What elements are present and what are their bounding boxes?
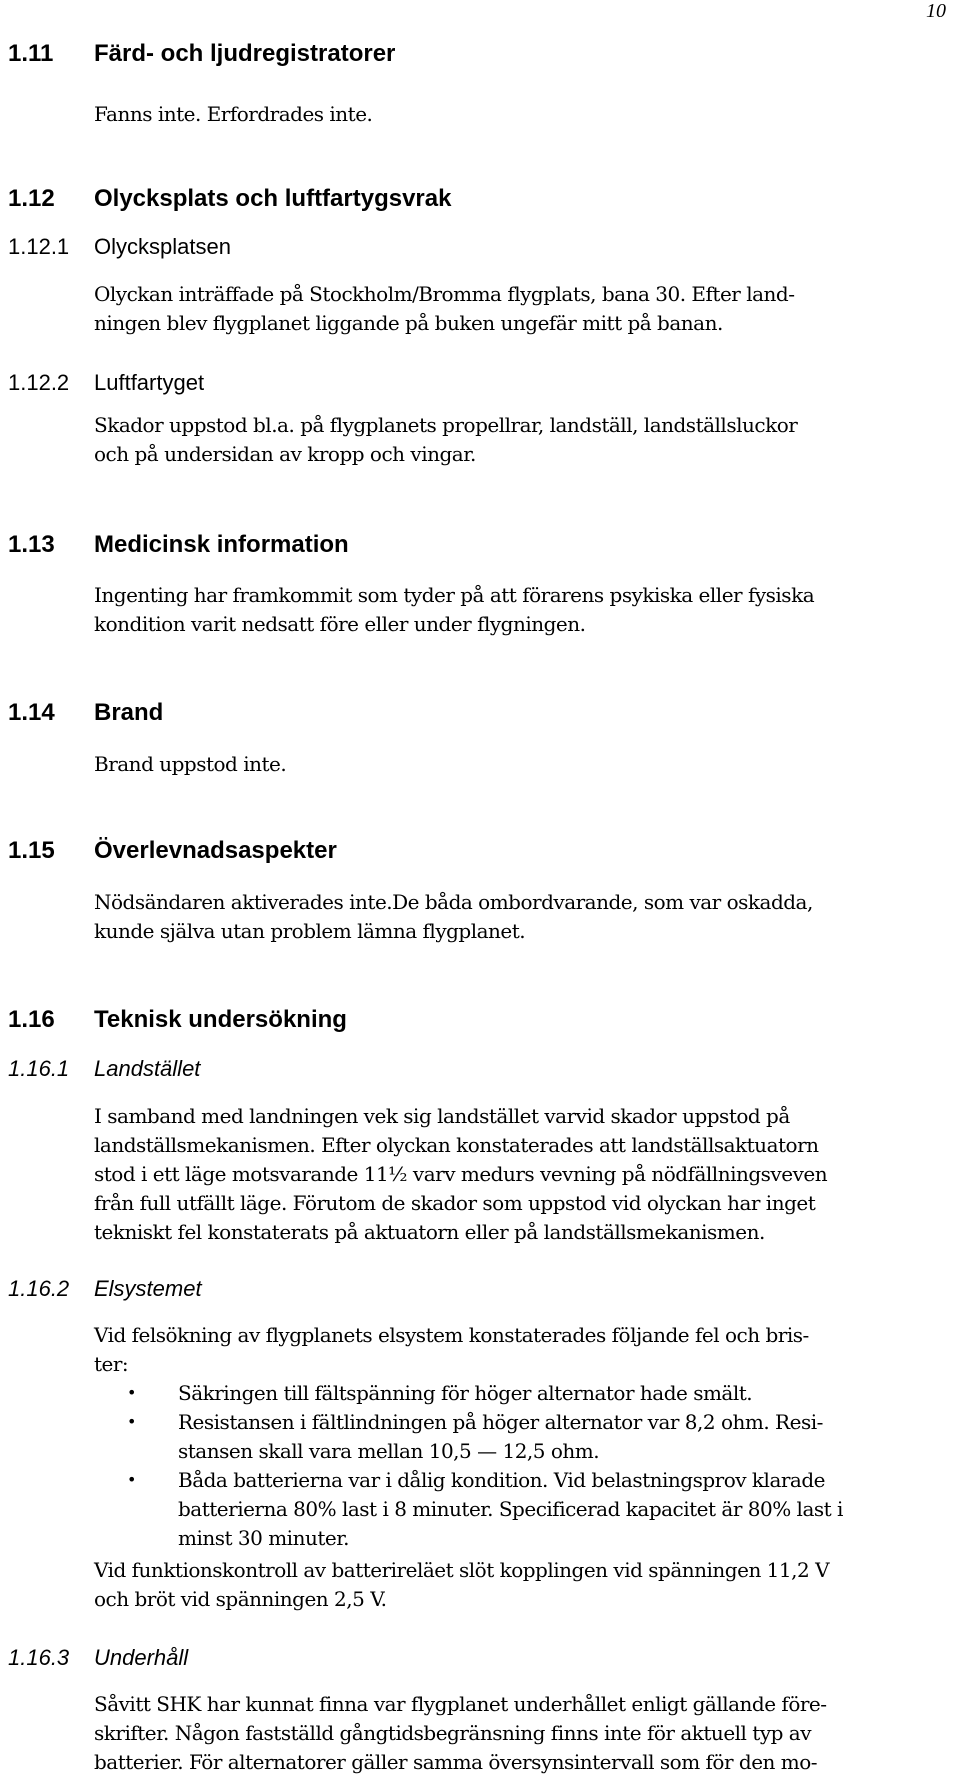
paragraph-line: kondition varit nedsatt före eller under flygningen. xyxy=(94,612,586,636)
paragraph-line: Skador uppstod bl.a. på flygplanets propellrar, landställ, landställsluckor xyxy=(94,413,798,437)
subsection-heading: Olycksplatsen xyxy=(94,234,231,259)
list-item: stansen skall vara mellan 10,5 — 12,5 ohm. xyxy=(178,1439,600,1463)
section-heading: Överlevnadsaspekter xyxy=(94,837,337,864)
section-heading: Olycksplats och luftfartygsvrak xyxy=(94,185,452,212)
paragraph-line: I samband med landningen vek sig landstället varvid skador uppstod på xyxy=(94,1104,790,1128)
list-item: Resistansen i fältlindningen på höger alternator var 8,2 ohm. Resi- xyxy=(178,1410,823,1434)
paragraph-line: ter: xyxy=(94,1352,129,1376)
paragraph-line: från full utfällt läge. Förutom de skador som uppstod vid olyckan har inget xyxy=(94,1191,816,1215)
paragraph-line: Såvitt SHK har kunnat finna var flygplanet underhållet enligt gällande före- xyxy=(94,1692,827,1716)
paragraph-line: stod i ett läge motsvarande 11½ varv medurs vevning på nödfällningsveven xyxy=(94,1162,828,1186)
subsection-number: 1.12.1 xyxy=(8,234,70,259)
subsection-number: 1.16.3 xyxy=(8,1645,70,1670)
subsection-number: 1.16.2 xyxy=(8,1276,70,1301)
paragraph-line: landställsmekanismen. Efter olyckan konstaterades att landställsaktuatorn xyxy=(94,1133,819,1157)
subsection-heading: Underhåll xyxy=(94,1645,189,1670)
paragraph-line: ningen blev flygplanet liggande på buken ungefär mitt på banan. xyxy=(94,311,723,335)
paragraph-line: Fanns inte. Erfordrades inte. xyxy=(94,102,373,126)
section-number: 1.13 xyxy=(8,531,55,558)
page-number: 10 xyxy=(926,0,946,22)
section-heading: Teknisk undersökning xyxy=(94,1006,347,1033)
paragraph-line: och på undersidan av kropp och vingar. xyxy=(94,442,476,466)
section-number: 1.14 xyxy=(8,699,55,726)
bullet-icon: • xyxy=(127,1412,137,1431)
paragraph-line: Ingenting har framkommit som tyder på att förarens psykiska eller fysiska xyxy=(94,583,815,607)
section-heading: Medicinsk information xyxy=(94,531,349,558)
list-item: Säkringen till fältspänning för höger alternator hade smält. xyxy=(178,1381,753,1405)
section-number: 1.12 xyxy=(8,185,55,212)
list-item: batterierna 80% last i 8 minuter. Specificerad kapacitet är 80% last i xyxy=(178,1497,843,1521)
subsection-number: 1.16.1 xyxy=(8,1056,70,1081)
paragraph-line: Vid felsökning av flygplanets elsystem konstaterades följande fel och bris- xyxy=(94,1323,809,1347)
paragraph-line: Nödsändaren aktiverades inte.De båda ombordvarande, som var oskadda, xyxy=(94,890,813,914)
subsection-heading: Elsystemet xyxy=(94,1276,202,1301)
section-number: 1.16 xyxy=(8,1006,55,1033)
paragraph-line: och bröt vid spänningen 2,5 V. xyxy=(94,1587,387,1611)
list-item: Båda batterierna var i dålig kondition. Vid belastningsprov klarade xyxy=(178,1468,825,1492)
bullet-icon: • xyxy=(127,1383,137,1402)
paragraph-line: tekniskt fel konstaterats på aktuatorn eller på landställsmekanismen. xyxy=(94,1220,765,1244)
subsection-number: 1.12.2 xyxy=(8,370,70,395)
list-item: minst 30 minuter. xyxy=(178,1526,349,1550)
paragraph-line: Vid funktionskontroll av batterireläet slöt kopplingen vid spänningen 11,2 V xyxy=(94,1558,830,1582)
paragraph-line: batterier. För alternatorer gäller samma översynsintervall som för den mo- xyxy=(94,1750,818,1774)
subsection-heading: Luftfartyget xyxy=(94,370,205,395)
paragraph-line: kunde själva utan problem lämna flygplanet. xyxy=(94,919,526,943)
section-number: 1.11 xyxy=(8,40,54,67)
subsection-heading: Landstället xyxy=(94,1056,201,1081)
paragraph-line: Olyckan inträffade på Stockholm/Bromma flygplats, bana 30. Efter land- xyxy=(94,282,795,306)
section-number: 1.15 xyxy=(8,837,55,864)
section-heading: Färd- och ljudregistratorer xyxy=(94,40,396,67)
section-heading: Brand xyxy=(94,699,164,726)
paragraph-line: skrifter. Någon fastställd gångtidsbegränsning finns inte för aktuell typ av xyxy=(94,1721,812,1745)
bullet-icon: • xyxy=(127,1470,137,1489)
paragraph-line: Brand uppstod inte. xyxy=(94,752,287,776)
